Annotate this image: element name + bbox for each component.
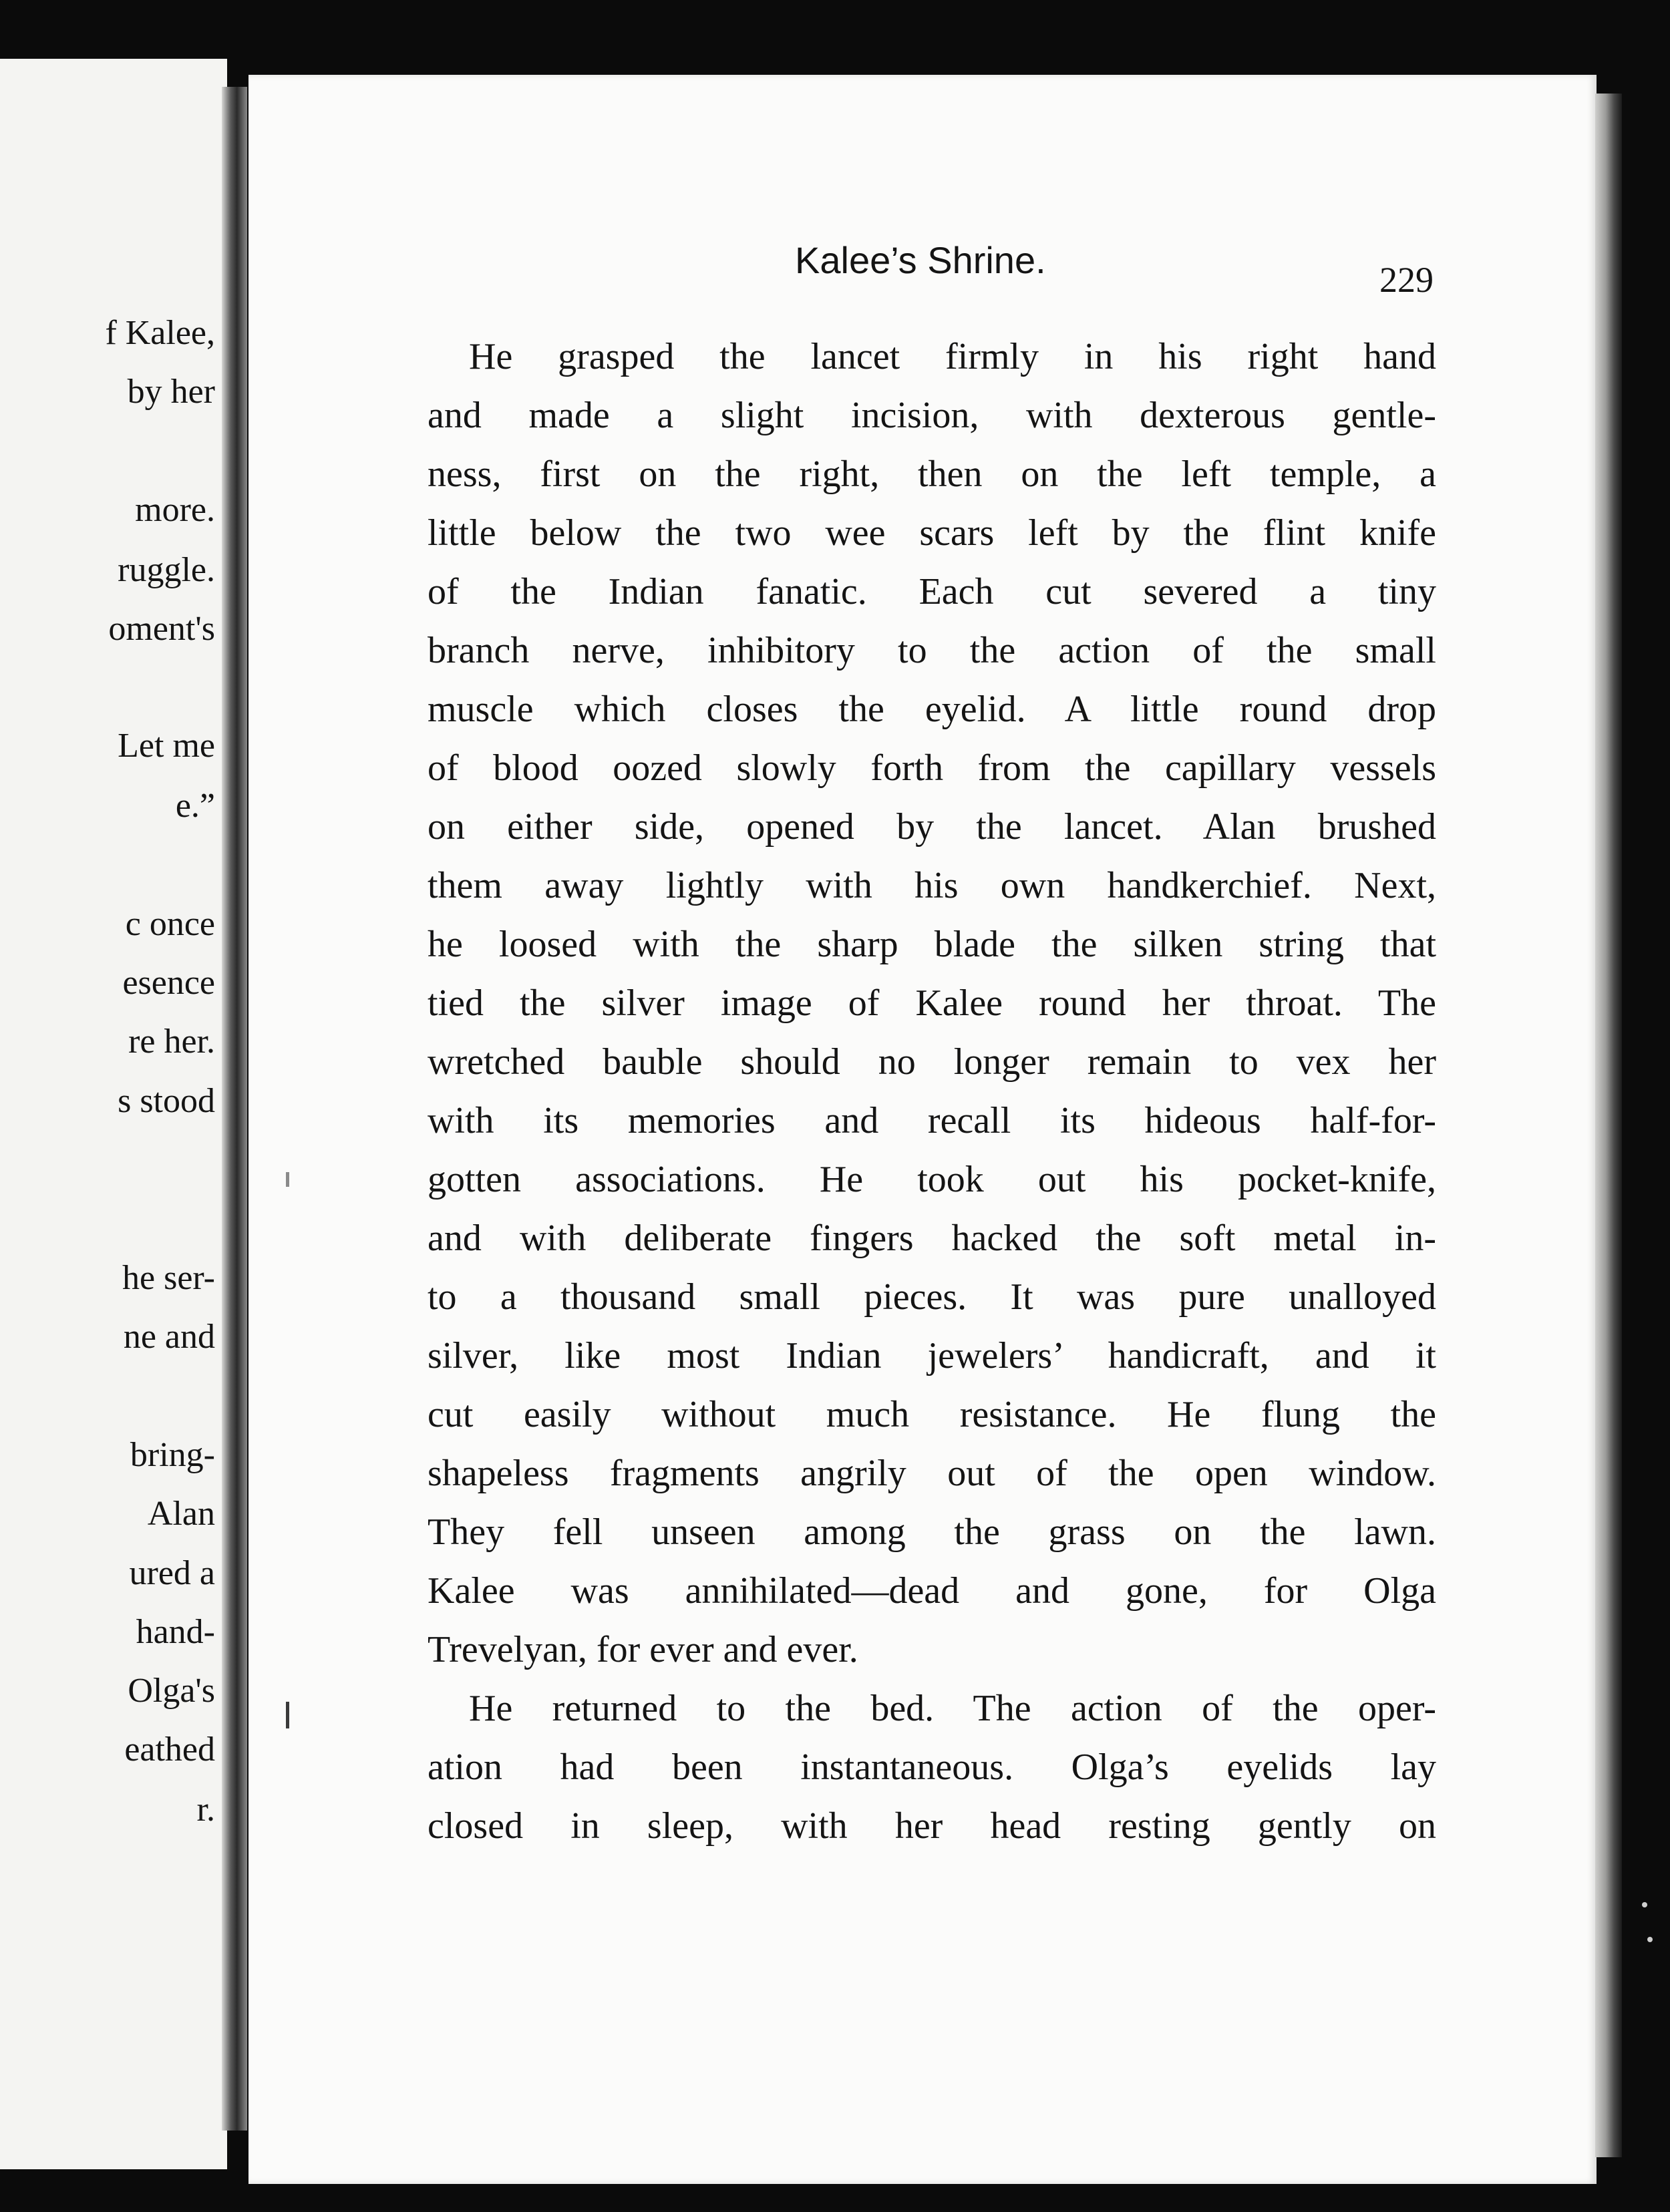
body-line: ation had been instantaneous. Olga’s eyelids lay [428,1746,1436,1788]
left-page-line: ne and [123,1318,215,1356]
body-line: with its memories and recall its hideous half-for- [428,1100,1436,1141]
left-page-line: hand- [136,1613,215,1651]
page-number: 229 [1379,260,1434,300]
book-gutter [222,87,247,2131]
left-page-line: esence [122,964,215,1002]
left-page-line: Let me [118,727,215,765]
body-line: He returned to the bed. The action of the oper- [469,1688,1436,1729]
body-line: on either side, opened by the lancet. Alan brushed [428,806,1436,848]
left-page-line: s stood [118,1082,215,1120]
page-edge [1595,94,1622,2157]
body-line: of blood oozed slowly forth from the capillary vessels [428,747,1436,789]
left-page [0,59,227,2169]
left-page-line: Olga's [128,1672,215,1710]
scan-speck [1642,1902,1647,1907]
body-line: gotten associations. He took out his pocket-knife, [428,1159,1436,1200]
body-line: to a thousand small pieces. It was pure unalloyed [428,1276,1436,1318]
body-line: them away lightly with his own handkerchief. Next, [428,865,1436,906]
left-page-line: bring- [130,1436,215,1474]
body-line: and made a slight incision, with dexterous gentle- [428,395,1436,436]
left-page-line: Alan [147,1495,215,1533]
body-line: muscle which closes the eyelid. A little round drop [428,689,1436,730]
body-line: They fell unseen among the grass on the lawn. [428,1511,1436,1553]
body-line: He grasped the lancet firmly in his right hand [469,336,1436,377]
left-page-line: ured a [129,1554,215,1592]
running-head: Kalee’s Shrine. [795,239,1046,281]
left-page-line: he ser- [122,1259,215,1297]
scan-speck [1647,1937,1653,1942]
left-page-line: r. [196,1791,215,1829]
body-line: silver, like most Indian jewelers’ handicraft, and it [428,1335,1436,1376]
body-line: Trevelyan, for ever and ever. [428,1629,858,1670]
body-line: and with deliberate fingers hacked the soft metal in- [428,1218,1436,1259]
left-page-line: ruggle. [118,551,215,589]
left-page-line: re her. [128,1023,215,1061]
body-line: of the Indian fanatic. Each cut severed a tiny [428,571,1436,612]
body-text [428,327,1436,1855]
body-line: wretched bauble should no longer remain to vex her [428,1041,1436,1083]
body-line: branch nerve, inhibitory to the action of the small [428,630,1436,671]
body-line: ness, first on the right, then on the left temple, a [428,453,1436,495]
body-line: shapeless fragments angrily out of the open window. [428,1453,1436,1494]
body-line: Kalee was annihilated—dead and gone, for Olga [428,1570,1436,1612]
left-page-line: c once [125,905,215,943]
left-page-line: oment's [108,610,215,648]
body-line: tied the silver image of Kalee round her throat. The [428,982,1436,1024]
left-page-line: by her [127,373,215,411]
left-page-line: more. [135,491,215,529]
left-page-line: eathed [124,1730,215,1769]
scan-mark [286,1172,289,1187]
body-line: he loosed with the sharp blade the silken string that [428,924,1436,965]
left-page-line: e.” [175,787,215,825]
body-line: little below the two wee scars left by the flint knife [428,512,1436,554]
scan-mark [286,1702,289,1728]
body-line: closed in sleep, with her head resting gently on [428,1805,1436,1847]
left-page-line: f Kalee, [105,314,215,352]
body-line: cut easily without much resistance. He flung the [428,1394,1436,1435]
